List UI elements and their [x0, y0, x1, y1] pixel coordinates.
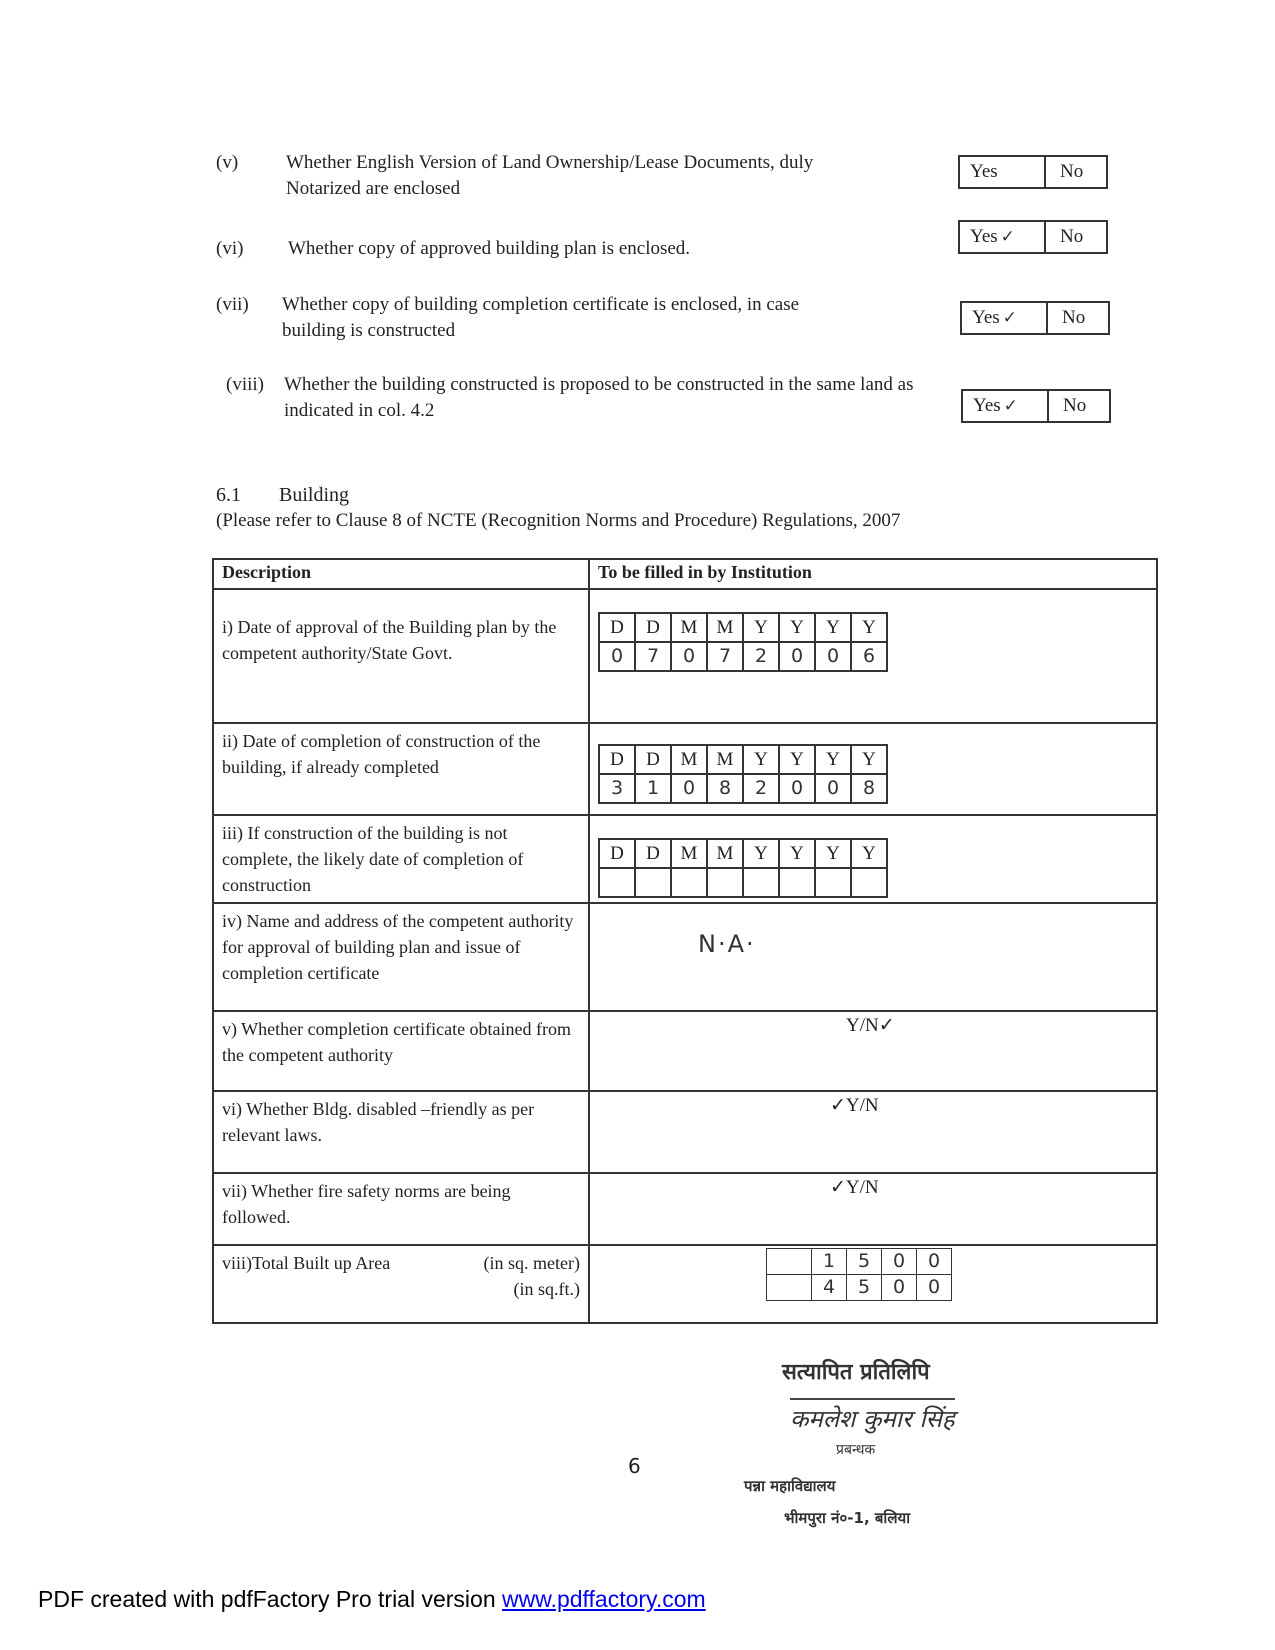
yes-no-box-viii[interactable]: [961, 389, 1111, 423]
header-description: Description: [213, 559, 589, 589]
date-box[interactable]: [598, 612, 888, 672]
date-format-row: D D M M Y Y Y Y: [599, 745, 887, 774]
question-v: [216, 150, 916, 206]
date-box[interactable]: [598, 838, 888, 898]
question-vi: [216, 236, 916, 266]
question-number: (viii): [226, 374, 264, 395]
pdf-footer: [38, 1586, 706, 1613]
yes-no-value[interactable]: Y/N✓: [846, 1015, 895, 1036]
no-option[interactable]: No: [1060, 226, 1084, 247]
table-row: [213, 815, 1157, 903]
unit-sqm-label: (in sq. meter): [483, 1253, 580, 1273]
institution-name: पन्ना महाविद्यालय: [744, 1477, 836, 1495]
row-description: v) Whether completion certificate obtained from the competent authority: [213, 1011, 589, 1091]
section-heading: [216, 484, 349, 507]
building-table: [212, 558, 1158, 1324]
area-box[interactable]: [766, 1248, 952, 1301]
row-value: [589, 903, 1157, 1011]
question-text: Whether copy of approved building plan is enclosed.: [288, 238, 691, 259]
date-format-row: D D M M Y Y Y Y: [599, 839, 887, 868]
row-value: [589, 589, 1157, 723]
section-reference: (Please refer to Clause 8 of NCTE (Recognition Norms and Procedure) Regulations, 2007: [216, 510, 901, 531]
table-header-row: [213, 559, 1157, 589]
page-number: 6: [628, 1454, 641, 1478]
yes-option[interactable]: Yes: [960, 157, 1046, 187]
signature: कमलेश कुमार सिंह: [790, 1398, 955, 1435]
yes-no-value[interactable]: ✓Y/N: [830, 1095, 879, 1116]
section-title: Building: [279, 484, 350, 506]
table-row: [213, 903, 1157, 1011]
unit-sqft-label: (in sq.ft.): [513, 1279, 580, 1299]
question-text: Whether the building constructed is proposed to be constructed in the same land as indicated in col. 4.2: [284, 374, 914, 421]
attestation-title: सत्यापित प्रतिलिपि: [782, 1360, 930, 1385]
no-option[interactable]: No: [1062, 307, 1086, 328]
no-option[interactable]: No: [1063, 395, 1087, 416]
table-row: [213, 1173, 1157, 1245]
no-option[interactable]: No: [1060, 161, 1084, 182]
question-vii: [216, 292, 916, 348]
row-description: vii) Whether fire safety norms are being followed.: [213, 1173, 589, 1245]
total-area-label: viii)Total Built up Area: [222, 1253, 391, 1273]
area-sqm-row: 1 5 0 0: [767, 1249, 952, 1275]
row-value: [589, 1173, 1157, 1245]
yes-option[interactable]: Yes ✓: [960, 222, 1046, 252]
date-value-row: 3 1 0 8 2 0 0 8: [599, 774, 887, 803]
table-row: [213, 1091, 1157, 1173]
header-institution: To be filled in by Institution: [589, 559, 1157, 589]
area-sqft-row: 4 5 0 0: [767, 1275, 952, 1301]
yes-option[interactable]: Yes ✓: [963, 391, 1049, 421]
table-row: [213, 1245, 1157, 1323]
table-row: [213, 1011, 1157, 1091]
question-number: (vii): [216, 294, 249, 315]
designation: प्रबन्धक: [836, 1442, 876, 1458]
date-value-row: 0 7 0 7 2 0 0 6: [599, 642, 887, 671]
row-description: i) Date of approval of the Building plan by the competent authority/State Govt.: [213, 589, 589, 723]
row-value: [589, 1091, 1157, 1173]
question-number: (vi): [216, 238, 244, 259]
yes-no-value[interactable]: ✓Y/N: [830, 1177, 879, 1198]
footer-text: PDF created with pdfFactory Pro trial version: [38, 1586, 502, 1612]
date-format-row: D D M M Y Y Y Y: [599, 613, 887, 642]
row-value: [589, 1011, 1157, 1091]
pdffactory-link[interactable]: www.pdffactory.com: [502, 1586, 706, 1612]
question-text: Whether English Version of Land Ownership/Lease Documents, duly Notarized are enclosed: [286, 152, 814, 199]
row-value: [589, 723, 1157, 815]
row-description: vi) Whether Bldg. disabled –friendly as per relevant laws.: [213, 1091, 589, 1173]
row-value: [589, 1245, 1157, 1323]
check-mark-icon: ✓: [1002, 308, 1017, 328]
section-number: 6.1: [216, 484, 241, 506]
date-value-row: [599, 868, 887, 897]
row-description: [213, 1245, 589, 1323]
check-mark-icon: ✓: [1000, 227, 1015, 247]
row-description: iii) If construction of the building is not complete, the likely date of completion of construction: [213, 815, 589, 903]
yes-no-box-v[interactable]: [958, 155, 1108, 189]
authority-value[interactable]: N·A·: [698, 930, 756, 958]
question-viii: [226, 372, 926, 428]
yes-no-box-vii[interactable]: [960, 301, 1110, 335]
yes-no-box-vi[interactable]: [958, 220, 1108, 254]
date-box[interactable]: [598, 744, 888, 804]
row-description: iv) Name and address of the competent authority for approval of building plan and issue of completion certificate: [213, 903, 589, 1011]
yes-option[interactable]: Yes ✓: [962, 303, 1048, 333]
table-row: [213, 723, 1157, 815]
row-value: [589, 815, 1157, 903]
question-number: (v): [216, 152, 239, 173]
check-mark-icon: ✓: [1003, 396, 1018, 416]
question-text: Whether copy of building completion certificate is enclosed, in case building is constructed: [282, 294, 800, 341]
institution-address: भीमपुरा नं०-1, बलिया: [784, 1509, 911, 1527]
table-row: [213, 589, 1157, 723]
row-description: ii) Date of completion of construction of the building, if already completed: [213, 723, 589, 815]
